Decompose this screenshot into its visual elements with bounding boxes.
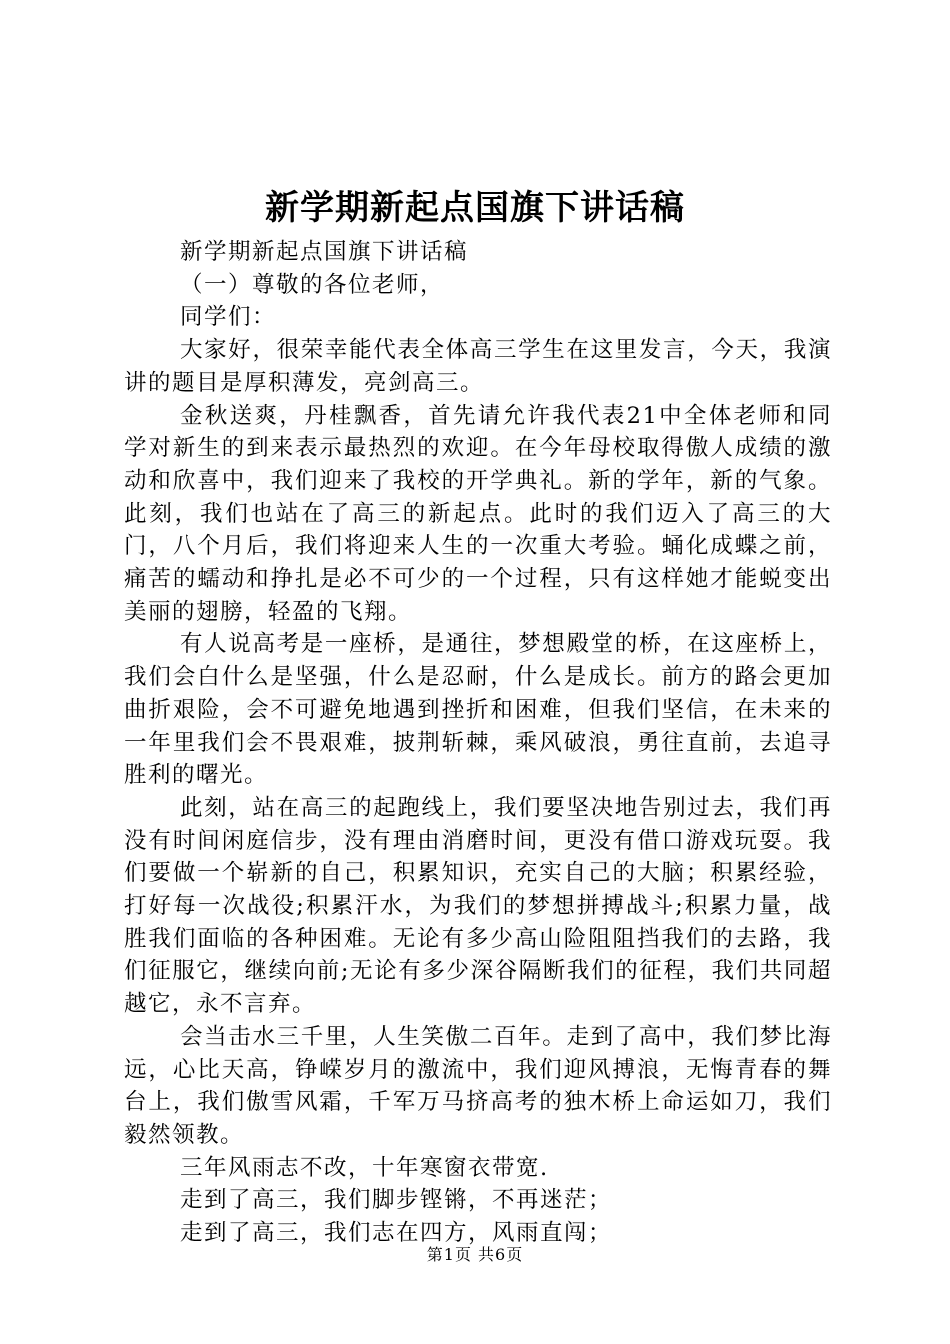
paragraph-salutation-cont: 同学们： <box>180 304 277 331</box>
paragraph-start-line: 此刻，站在高三的起跑线上，我们要坚决地告别过去，我们再没有时间闲庭信步，没有理由消磨时间，更没有借口游戏玩耍。我们要做一个崭新的自己，积累知识，充实自己的大脑；积累经验，打好每一次战役;积累汗水，为我们的梦想拼搏战斗;积累力量，战胜我们面临的各种困难。无论有多少高山险阻阻挡我们的去路，我们征服它，继续向前;无论有多少深谷隔断我们的征程，我们共同超越它，永不言弃。 <box>124 794 832 1018</box>
paragraph-line-3: 走到了高三，我们志在四方，风雨直闯； <box>180 1220 613 1247</box>
paragraph-poem: 会当击水三千里，人生笑傲二百年。走到了高中，我们梦比海远，心比天高，铮嵘岁月的激流中，我们迎风搏浪，无悔青春的舞台上，我们傲雪风霜，千军万马挤高考的独木桥上命运如刀，我们毅然领教。 <box>124 1023 832 1148</box>
document-title: 新学期新起点国旗下讲话稿 <box>265 188 685 228</box>
paragraph-bridge: 有人说高考是一座桥，是通往，梦想殿堂的桥，在这座桥上，我们会白什么是坚强，什么是忍耐，什么是成长。前方的路会更加曲折艰险，会不可避免地遇到挫折和困难，但我们坚信，在未来的一年里我们会不畏艰难，披荆斩棘，乘风破浪，勇往直前，去追寻胜利的曙光。 <box>124 631 832 789</box>
paragraph-welcome: 金秋送爽，丹桂飘香，首先请允许我代表21中全体老师和同学对新生的到来表示最热烈的欢迎。在今年母校取得傲人成绩的激动和欣喜中，我们迎来了我校的开学典礼。新的学年，新的气象。此刻，我们也站在了高三的新起点。此时的我们迈入了高三的大门，八个月后，我们将迎来人生的一次重大考验。蛹化成蝶之前，痛苦的蠕动和挣扎是必不可少的一个过程，只有这样她才能蜕变出美丽的翅膀，轻盈的飞翔。 <box>124 402 832 625</box>
paragraph-subtitle: 新学期新起点国旗下讲话稿 <box>180 239 469 265</box>
paragraph-salutation: （一）尊敬的各位老师， <box>180 271 445 298</box>
paragraph-line-2: 走到了高三，我们脚步铿锵，不再迷茫； <box>180 1187 613 1214</box>
page-number-footer: 第1页 共6页 <box>426 1245 524 1264</box>
paragraph-line-1: 三年风雨志不改，十年寒窗衣带宽. <box>180 1154 549 1181</box>
document-body <box>124 236 832 1250</box>
paragraph-greeting: 大家好，很荣幸能代表全体高三学生在这里发言，今天，我演讲的题目是厚积薄发，亮剑高三。 <box>124 337 832 396</box>
